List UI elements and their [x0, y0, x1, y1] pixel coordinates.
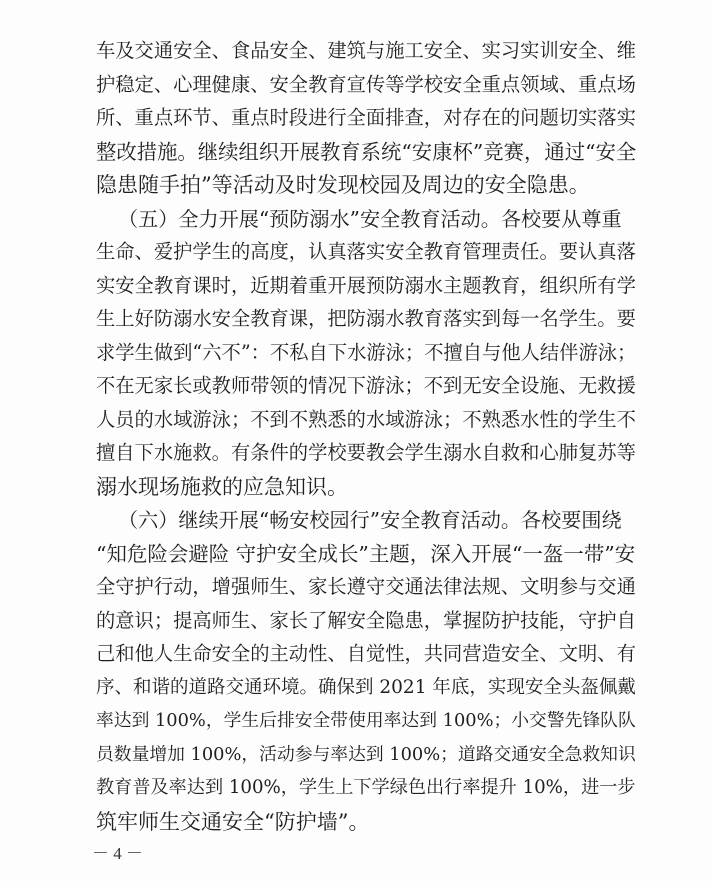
- text-line: 擅自下水施救。有条件的学校要教会学生溺水自救和心肺复苏等: [96, 441, 636, 464]
- text-line: 求学生做到“六不”：不私自下水游泳；不擅自与他人结伴游泳；: [96, 341, 637, 364]
- text-line: 员数量增加 100%，活动参与率达到 100%；道路交通安全急救知识: [96, 744, 636, 765]
- text-line: 教育普及率达到 100%，学生上下学绿色出行率提升 10%，进一步: [96, 777, 636, 798]
- section-6-heading-line: （六）继续开展“畅安校园行”安全教育活动。各校要围绕: [118, 508, 622, 532]
- text-line: 不在无家长或教师带领的情况下游泳；不到无安全设施、无救援: [96, 374, 636, 397]
- page-number: － 4 －: [92, 844, 143, 863]
- text-line: 生上好防溺水安全教育课，把防溺水教育落实到每一名学生。要: [96, 307, 636, 330]
- text-line: “知危险会避险 守护安全成长”主题，深入开展“一盔一带”安: [96, 542, 636, 566]
- text-line: 隐患随手拍”等活动及时发现校园及周边的安全隐患。: [96, 173, 590, 197]
- text-line: 己和他人生命安全的主动性、自觉性，共同营造安全、文明、有: [96, 642, 636, 665]
- text-line: 的意识；提高师生、家长了解安全隐患，掌握防护技能，守护自: [96, 609, 636, 632]
- section-5-heading-line: （五）全力开展“预防溺水”安全教育活动。各校要从尊重: [118, 207, 622, 231]
- text-line: 溺水现场施救的应急知识。: [96, 475, 348, 499]
- text-line: 护稳定、心理健康、安全教育宣传等学校安全重点领域、重点场: [96, 73, 636, 96]
- text-line: 筑牢师生交通安全“防护墙”。: [96, 810, 370, 834]
- text-line: 人员的水域游泳；不到不熟悉的水域游泳；不熟悉水性的学生不: [96, 408, 636, 431]
- text-line: 车及交通安全、食品安全、建筑与施工安全、实习实训安全、维: [96, 39, 636, 62]
- text-line: 所、重点环节、重点时段进行全面排查，对存在的问题切实落实: [96, 106, 636, 129]
- text-line: 序、和谐的道路交通环境。确保到 2021 年底，实现安全头盔佩戴: [96, 677, 636, 698]
- text-line: 生命、爱护学生的高度，认真落实安全教育管理责任。要认真落: [96, 240, 636, 263]
- text-line: 整改措施。继续组织开展教育系统“安康杯”竞赛，通过“安全: [96, 140, 637, 164]
- text-line: 全守护行动，增强师生、家长遵守交通法律法规、文明参与交通: [96, 575, 636, 598]
- text-line: 实安全教育课时，近期着重开展预防溺水主题教育，组织所有学: [96, 274, 636, 297]
- text-line: 率达到 100%，学生后排安全带使用率达到 100%；小交警先锋队队: [96, 710, 636, 731]
